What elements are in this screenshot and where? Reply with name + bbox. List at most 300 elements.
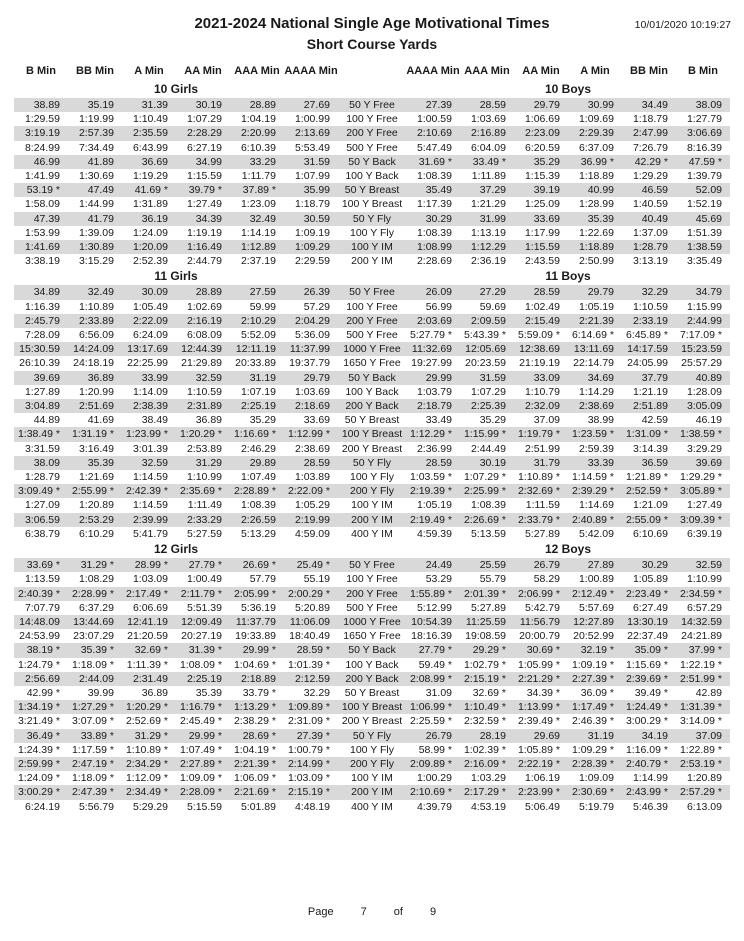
time-cell: 20:00.79 [519, 630, 560, 643]
time-cell: 1:16.09 * [625, 743, 668, 756]
time-cell: 6:04.09 [470, 141, 506, 154]
time-cell: 55.79 [479, 573, 506, 586]
time-cell: 2:12.59 [284, 672, 338, 686]
time-cell: 2:47.39 * [68, 785, 122, 799]
time-cell: 7:26.79 [632, 141, 668, 154]
time-cell: 1:13.29 * [230, 700, 284, 714]
time-cell: 2:34.59 * [676, 587, 730, 601]
time-cell: 34.69 [568, 371, 622, 385]
time-cell: 2:09.59 [460, 314, 514, 328]
time-cell: 2:44.09 [68, 672, 122, 686]
table-row [14, 513, 730, 527]
time-cell: 59.69 [479, 300, 506, 313]
time-cell: 1:14.09 [132, 385, 168, 398]
time-cell: 46.59 [622, 183, 676, 197]
time-cell: 1:34.19 * [14, 700, 68, 714]
time-cell: 5:53.49 [294, 141, 330, 154]
time-cell: 6:10.39 [240, 141, 276, 154]
time-cell: 2:38.69 [568, 399, 622, 413]
time-cell: 1:13.99 * [514, 700, 568, 714]
time-cell: 1:06.09 * [233, 772, 276, 785]
time-cell: 1:15.69 * [625, 658, 668, 671]
time-cell: 4:53.19 [470, 800, 506, 813]
time-cell: 5:12.99 [416, 601, 452, 614]
event-name: 50 Y Fly [338, 212, 406, 226]
time-cell: 1:00.79 * [287, 743, 330, 756]
time-cell: 3:06.69 [676, 126, 730, 140]
time-cell: 38.19 * [14, 643, 68, 657]
time-cell: 19:33.89 [235, 630, 276, 643]
table-row [14, 212, 730, 226]
table-row [14, 800, 730, 814]
time-cell: 19:27.99 [411, 357, 452, 370]
time-cell: 6:24.09 [132, 329, 168, 342]
time-cell: 2:19.49 * [406, 513, 460, 527]
event-name: 100 Y Fly [350, 471, 394, 484]
time-cell: 28.89 [230, 98, 284, 112]
event-name: 200 Y Breast [341, 442, 403, 455]
time-cell: 1:00.99 [294, 113, 330, 126]
time-cell: 8:16.39 [686, 141, 722, 154]
time-cell: 29.79 [284, 371, 338, 385]
time-cell: 26.79 [514, 558, 568, 572]
time-cell: 31.19 [568, 729, 622, 743]
time-cell: 1:28.09 [686, 385, 722, 398]
time-cell: 1:09.89 * [284, 700, 338, 714]
time-cell: 2:16.19 [176, 314, 230, 328]
column-header: B Min [688, 65, 718, 77]
time-cell: 3:13.19 [632, 255, 668, 268]
event-name: 100 Y Fly [350, 226, 394, 239]
table-row [14, 442, 730, 456]
time-cell: 6:39.19 [686, 527, 722, 540]
time-cell: 29.29 * [460, 643, 514, 657]
section-header-spacer [338, 268, 406, 285]
footer-of-label: of [393, 906, 403, 918]
time-cell: 2:19.39 * [406, 484, 460, 498]
time-cell: 42.89 [695, 686, 722, 699]
time-cell: 4:39.79 [416, 800, 452, 813]
time-cell: 2:23.49 * [622, 587, 676, 601]
table-row [14, 785, 730, 799]
table-row [14, 155, 730, 169]
time-cell: 28.59 [460, 98, 514, 112]
time-cell: 1:06.69 [524, 113, 560, 126]
time-cell: 20:23.59 [465, 357, 506, 370]
event-name: 100 Y Free [346, 573, 398, 586]
time-cell: 1:19.19 [186, 226, 222, 239]
time-cell: 1:04.19 * [233, 743, 276, 756]
time-cell: 35.29 [479, 414, 506, 427]
time-cell: 2:51.99 [524, 442, 560, 455]
time-cell: 1:10.59 [632, 300, 668, 313]
time-cell: 2:10.69 * [406, 785, 460, 799]
time-cell: 1:39.09 [78, 226, 114, 239]
table-row [14, 527, 730, 541]
event-name: 50 Y Free [338, 285, 406, 299]
time-cell: 31.69 * [406, 155, 460, 169]
time-cell: 1:05.89 * [517, 743, 560, 756]
time-cell: 2:52.39 [132, 255, 168, 268]
time-cell: 1:27.79 [686, 113, 722, 126]
time-cell: 1:27.49 [686, 499, 722, 512]
time-cell: 38.49 [141, 414, 168, 427]
time-cell: 32.29 [622, 285, 676, 299]
time-cell: 1:02.39 * [463, 743, 506, 756]
time-cell: 1:53.99 [24, 226, 60, 239]
time-cell: 1:20.99 [78, 385, 114, 398]
time-cell: 2:51.99 * [676, 672, 730, 686]
time-cell: 1:40.59 [632, 198, 668, 211]
time-cell: 22:25.99 [127, 357, 168, 370]
footer-page-number: 7 [360, 906, 367, 918]
time-cell: 2:44.99 [676, 314, 730, 328]
time-cell: 1:04.69 * [233, 658, 276, 671]
time-cell: 24:53.99 [19, 630, 60, 643]
time-cell: 37.99 * [676, 643, 730, 657]
table-row [14, 240, 730, 254]
time-cell: 58.29 [533, 573, 560, 586]
time-cell: 2:55.99 * [68, 484, 122, 498]
time-cell: 1:17.49 * [568, 700, 622, 714]
time-cell: 2:53.29 [68, 513, 122, 527]
time-cell: 6:10.69 [632, 527, 668, 540]
time-cell: 1:00.49 [186, 573, 222, 586]
section-header-row [14, 268, 730, 285]
time-cell: 1:24.49 * [622, 700, 676, 714]
time-cell: 12:05.69 [460, 342, 514, 356]
time-cell: 31.29 * [68, 558, 122, 572]
section-header-spacer [338, 81, 406, 98]
time-cell: 8:24.99 [24, 141, 60, 154]
time-cell: 1:24.09 * [17, 772, 60, 785]
time-cell: 7:28.09 [24, 329, 60, 342]
time-cell: 1:21.19 [632, 385, 668, 398]
time-cell: 5:13.29 [240, 527, 276, 540]
time-cell: 3:31.59 [24, 442, 60, 455]
time-cell: 19:37.79 [289, 357, 330, 370]
time-cell: 1:41.69 [14, 240, 68, 254]
time-cell: 29.79 [568, 285, 622, 299]
time-cell: 1:02.49 [524, 300, 560, 313]
time-cell: 6:37.29 [78, 601, 114, 614]
time-cell: 1:10.49 [132, 113, 168, 126]
time-cell: 41.89 [68, 155, 122, 169]
time-cell: 1:16.69 * [230, 427, 284, 441]
event-name: 200 Y IM [338, 785, 406, 799]
time-cell: 1:03.29 [470, 772, 506, 785]
time-cell: 1:24.09 [132, 226, 168, 239]
time-cell: 1:05.89 [632, 573, 668, 586]
column-header: BB Min [630, 65, 668, 77]
time-cell: 1:38.59 * [676, 427, 730, 441]
time-cell: 2:40.89 * [568, 513, 622, 527]
time-cell: 1:07.99 [294, 170, 330, 183]
time-cell: 1:09.29 [284, 240, 338, 254]
time-cell: 5:41.79 [132, 527, 168, 540]
time-cell: 13:44.69 [68, 615, 122, 629]
time-cell: 1:21.29 [470, 198, 506, 211]
time-cell: 12:09.49 [176, 615, 230, 629]
table-row [14, 771, 730, 785]
time-cell: 2:51.69 [68, 399, 122, 413]
time-cell: 6:08.09 [186, 329, 222, 342]
time-cell: 46.99 [14, 155, 68, 169]
time-cell: 1:12.99 * [284, 427, 338, 441]
time-cell: 5:59.09 * [517, 329, 560, 342]
event-name: 100 Y IM [351, 499, 393, 512]
time-cell: 33.49 [425, 414, 452, 427]
time-cell: 1:05.19 [416, 499, 452, 512]
time-cell: 42.99 * [26, 686, 60, 699]
time-cell: 35.29 [514, 155, 568, 169]
time-cell: 6:06.69 [132, 601, 168, 614]
time-cell: 1:38.59 [676, 240, 730, 254]
time-cell: 11:32.69 [406, 342, 460, 356]
time-cell: 2:19.99 [284, 513, 338, 527]
time-cell: 1:07.49 * [179, 743, 222, 756]
time-cell: 1:06.99 * [406, 700, 460, 714]
time-cell: 32.49 [68, 285, 122, 299]
time-cell: 1:24.79 * [17, 658, 60, 671]
time-cell: 1:09.09 * [179, 772, 222, 785]
event-name: 200 Y Free [338, 587, 406, 601]
time-cell: 25:57.29 [681, 357, 722, 370]
time-cell: 2:47.99 [622, 126, 676, 140]
time-cell: 1:03.89 [294, 471, 330, 484]
section-header-spacer [338, 541, 406, 558]
time-cell: 1:28.79 [24, 471, 60, 484]
time-cell: 1:11.89 [471, 170, 506, 183]
time-cell: 1:21.09 [632, 499, 668, 512]
time-cell: 22:14.79 [573, 357, 614, 370]
table-row [14, 601, 730, 615]
time-cell: 36.69 [122, 155, 176, 169]
time-cell: 1:03.69 [470, 113, 506, 126]
time-cell: 1:10.49 * [460, 700, 514, 714]
time-cell: 45.69 [676, 212, 730, 226]
table-row [14, 356, 730, 370]
table-row [14, 300, 730, 314]
table-row [14, 643, 730, 657]
time-cell: 3:00.29 * [625, 715, 668, 728]
time-cell: 2:31.89 [176, 399, 230, 413]
time-cell: 24.49 [406, 558, 460, 572]
time-cell: 6:43.99 [132, 141, 168, 154]
event-name: 200 Y Free [338, 314, 406, 328]
time-cell: 25.59 [460, 558, 514, 572]
time-cell: 1:18.09 * [71, 658, 114, 671]
event-name: 500 Y Free [346, 329, 398, 342]
time-cell: 1:14.69 [578, 499, 614, 512]
table-row [14, 254, 730, 268]
time-cell: 2:34.29 * [122, 757, 176, 771]
time-cell: 2:09.89 * [406, 757, 460, 771]
event-name: 1000 Y Free [338, 342, 406, 356]
time-cell: 40.89 [676, 371, 730, 385]
time-cell: 2:21.39 * [230, 757, 284, 771]
time-cell: 35.99 [284, 183, 338, 197]
time-cell: 2:04.29 [284, 314, 338, 328]
time-cell: 24:21.89 [681, 630, 722, 643]
time-cell: 35.29 [249, 414, 276, 427]
time-cell: 2:29.59 [294, 255, 330, 268]
time-cell: 2:05.99 * [230, 587, 284, 601]
time-cell: 1:20.89 [686, 772, 722, 785]
time-cell: 2:26.59 [230, 513, 284, 527]
table-row [14, 141, 730, 155]
time-cell: 11:37.99 [284, 342, 338, 356]
time-cell: 2:15.19 * [284, 785, 338, 799]
time-cell: 35.09 * [622, 643, 676, 657]
section-girls-label: 10 Girls [14, 81, 338, 98]
time-cell: 36.99 * [568, 155, 622, 169]
time-cell: 1:08.09 * [179, 658, 222, 671]
time-cell: 15:30.59 [14, 342, 68, 356]
time-cell: 5:19.79 [578, 800, 614, 813]
event-name: 50 Y Back [338, 643, 406, 657]
time-cell: 5:43.39 * [463, 329, 506, 342]
table-row [14, 572, 730, 586]
time-cell: 33.49 * [460, 155, 514, 169]
time-cell: 2:47.19 * [68, 757, 122, 771]
time-cell: 2:44.49 [470, 442, 506, 455]
event-name: 100 Y Free [346, 300, 398, 313]
time-cell: 28.59 [406, 456, 460, 470]
time-cell: 2:01.39 * [460, 587, 514, 601]
time-cell: 29.99 [406, 371, 460, 385]
time-cell: 1:11.49 [187, 499, 222, 512]
time-cell: 40.49 [622, 212, 676, 226]
time-cell: 2:23.99 * [514, 785, 568, 799]
column-header: AAA Min [234, 65, 280, 77]
time-cell: 3:07.09 * [71, 715, 114, 728]
time-cell: 2:55.09 * [622, 513, 676, 527]
time-cell: 1:00.59 [416, 113, 452, 126]
time-cell: 2:45.79 [14, 314, 68, 328]
time-cell: 2:15.49 [514, 314, 568, 328]
time-cell: 1:07.29 [470, 385, 506, 398]
column-header: AA Min [184, 65, 222, 77]
time-cell: 44.89 [33, 414, 60, 427]
time-cell: 20:52.99 [573, 630, 614, 643]
time-cell: 14:32.59 [676, 615, 730, 629]
time-cell: 2:35.69 * [176, 484, 230, 498]
time-cell: 1:18.09 * [71, 772, 114, 785]
time-cell: 2:37.19 [240, 255, 276, 268]
time-cell: 1:21.89 * [625, 471, 668, 484]
time-cell: 5:27.89 [470, 601, 506, 614]
time-cell: 27.59 [230, 285, 284, 299]
time-cell: 3:14.39 [632, 442, 668, 455]
time-cell: 1:09.09 [578, 772, 614, 785]
table-row [14, 629, 730, 643]
time-cell: 3:19.19 [14, 126, 68, 140]
time-cell: 1:29.29 [632, 170, 668, 183]
time-cell: 1:23.09 [240, 198, 276, 211]
time-cell: 20:33.89 [235, 357, 276, 370]
time-cell: 7:17.09 * [679, 329, 722, 342]
time-cell: 2:53.19 * [676, 757, 730, 771]
time-cell: 28.69 * [230, 729, 284, 743]
time-cell: 31.29 * [122, 729, 176, 743]
time-cell: 1:18.89 [578, 170, 614, 183]
time-cell: 26.09 [406, 285, 460, 299]
time-cell: 1:20.29 * [122, 700, 176, 714]
table-row [14, 700, 730, 714]
time-cell: 31.29 [176, 456, 230, 470]
time-cell: 47.59 * [676, 155, 730, 169]
table-row [14, 183, 730, 197]
time-cell: 37.79 [622, 371, 676, 385]
print-timestamp: 10/01/2020 10:19:27 [634, 19, 731, 31]
time-cell: 2:31.49 [122, 672, 176, 686]
time-cell: 2:28.39 * [568, 757, 622, 771]
table-row [14, 498, 730, 512]
time-cell: 1:10.99 [186, 471, 222, 484]
time-cell: 39.49 * [634, 686, 668, 699]
document-header [0, 0, 744, 53]
time-cell: 2:28.29 [176, 126, 230, 140]
table-row [14, 686, 730, 700]
time-cell: 1:16.49 [176, 240, 230, 254]
time-cell: 1:08.99 [406, 240, 460, 254]
time-cell: 1:21.69 [78, 471, 114, 484]
time-cell: 6:13.09 [686, 800, 722, 813]
time-cell: 2:25.59 * [409, 715, 452, 728]
time-cell: 27.39 [406, 98, 460, 112]
time-cell: 28.19 [460, 729, 514, 743]
page-title: 2021-2024 National Single Age Motivational Times [194, 15, 550, 32]
time-cell: 1:10.89 [78, 300, 114, 313]
time-cell: 1:31.19 * [68, 427, 122, 441]
time-cell: 2:40.39 * [14, 587, 68, 601]
time-cell: 1:20.09 [122, 240, 176, 254]
time-cell: 5:29.29 [132, 800, 168, 813]
time-cell: 2:15.19 * [460, 672, 514, 686]
time-cell: 31.59 [284, 155, 338, 169]
time-cell: 24:18.19 [73, 357, 114, 370]
time-cell: 1:15.99 [686, 300, 722, 313]
time-cell: 2:39.99 [122, 513, 176, 527]
time-cell: 53.29 [425, 573, 452, 586]
time-cell: 1:15.39 [524, 170, 560, 183]
time-cell: 2:28.09 * [176, 785, 230, 799]
time-cell: 20:27.19 [181, 630, 222, 643]
time-cell: 31.39 [122, 98, 176, 112]
time-cell: 24:05.99 [627, 357, 668, 370]
time-cell: 1:18.89 [568, 240, 622, 254]
time-cell: 1:27.49 [186, 198, 222, 211]
time-cell: 5:47.49 [416, 141, 452, 154]
time-cell: 42.29 * [622, 155, 676, 169]
time-cell: 1:02.79 * [463, 658, 506, 671]
time-cell: 1:14.29 [578, 385, 614, 398]
time-cell: 1:03.79 [416, 385, 452, 398]
time-cell: 21:19.19 [519, 357, 560, 370]
time-cell: 21:29.89 [181, 357, 222, 370]
time-cell: 1:16.79 * [176, 700, 230, 714]
time-cell: 27.69 [284, 98, 338, 112]
time-cell: 53.19 * [14, 183, 68, 197]
table-row [14, 112, 730, 126]
time-cell: 14:17.59 [622, 342, 676, 356]
time-cell: 32.69 * [122, 643, 176, 657]
time-cell: 31.09 [425, 686, 452, 699]
table-row [14, 371, 730, 385]
time-cell: 2:59.39 [578, 442, 614, 455]
table-row [14, 126, 730, 140]
